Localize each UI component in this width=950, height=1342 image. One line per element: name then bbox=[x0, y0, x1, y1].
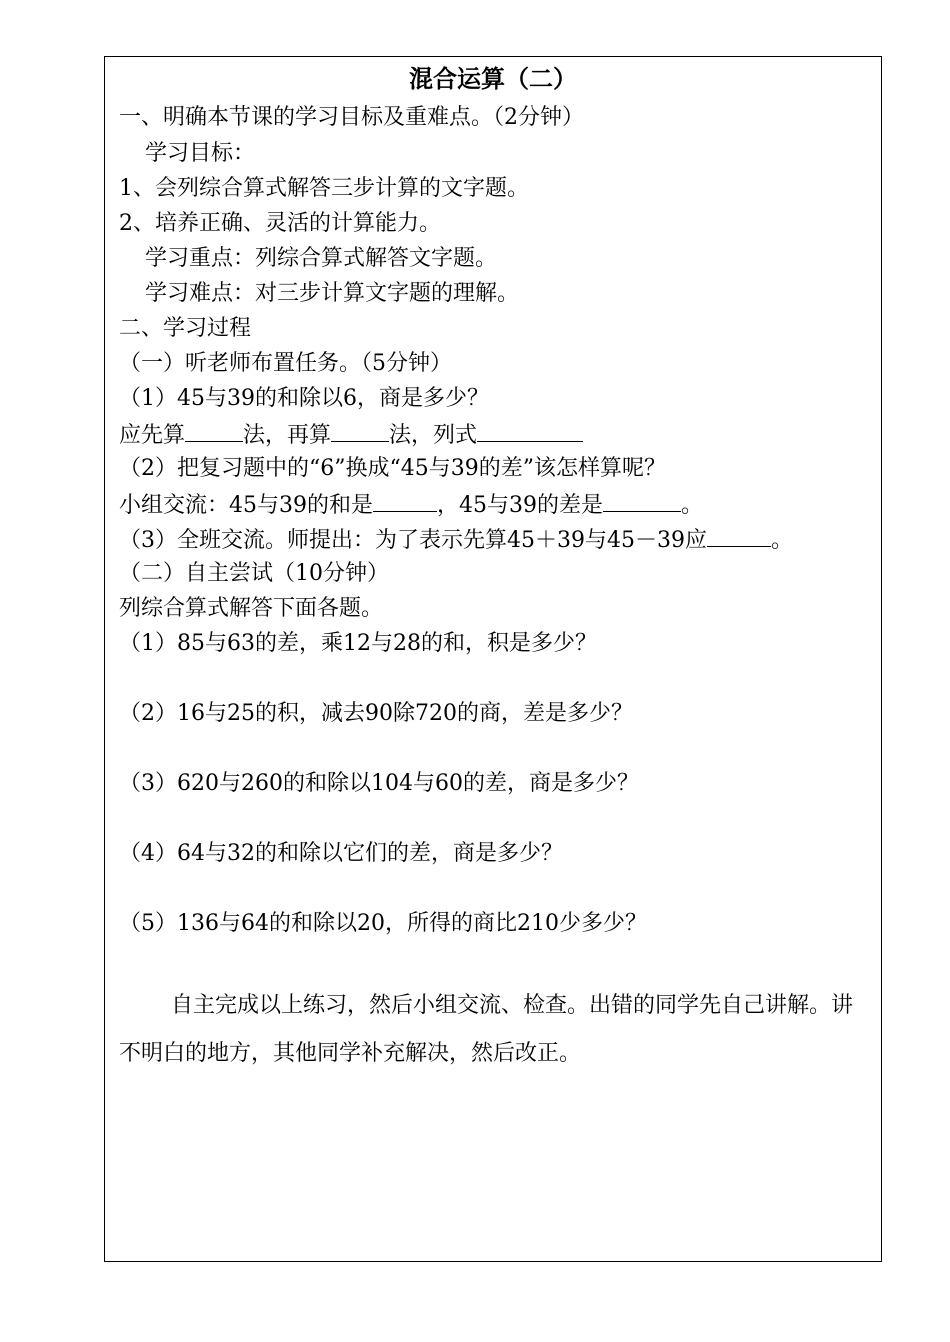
part2-heading: （二）自主尝试（10分钟） bbox=[119, 561, 389, 586]
problem-3: （3）620与260的和除以104与60的差，商是多少？ bbox=[119, 771, 639, 796]
question-1-fill bbox=[119, 419, 583, 451]
difficulty: 学习难点：对三步计算文字题的理解。 bbox=[145, 281, 520, 306]
question-3-fill bbox=[119, 524, 793, 556]
fill-text: 法，再算 bbox=[243, 423, 332, 448]
section2-heading: 二、学习过程 bbox=[119, 316, 252, 341]
answer-blank[interactable] bbox=[373, 489, 437, 512]
question-2-fill bbox=[119, 489, 703, 521]
fill-text: 。 bbox=[770, 528, 793, 553]
goal-2: 2、培养正确、灵活的计算能力。 bbox=[119, 211, 441, 236]
answer-blank[interactable] bbox=[603, 489, 681, 512]
fill-text: （3）全班交流。师提出：为了表示先算45＋39与45－39应 bbox=[119, 528, 707, 553]
question-1: （1）45与39的和除以6，商是多少？ bbox=[119, 386, 489, 411]
key-point: 学习重点：列综合算式解答文字题。 bbox=[145, 246, 498, 271]
answer-blank[interactable] bbox=[707, 524, 771, 547]
section1-heading: 一、明确本节课的学习目标及重难点。（2分钟） bbox=[119, 105, 584, 130]
closing-paragraph: 自主完成以上练习，然后小组交流、检查。出错的同学先自己讲解。讲不明白的地方，其他同学补充解决，然后改正。 bbox=[119, 993, 854, 1066]
part2-instruction: 列综合算式解答下面各题。 bbox=[119, 596, 384, 621]
goal-1: 1、会列综合算式解答三步计算的文字题。 bbox=[119, 176, 529, 201]
fill-text: 应先算 bbox=[119, 423, 186, 448]
answer-blank[interactable] bbox=[185, 419, 243, 442]
part1-heading: （一）听老师布置任务。（5分钟） bbox=[119, 351, 452, 376]
question-2: （2）把复习题中的“6”换成“45与39的差”该怎样算呢？ bbox=[119, 456, 666, 481]
problem-5: （5）136与64的和除以20，所得的商比210少多少？ bbox=[119, 911, 647, 936]
problem-2: （2）16与25的积，减去90除720的商，差是多少？ bbox=[119, 701, 633, 726]
problem-4: （4）64与32的和除以它们的差，商是多少？ bbox=[119, 841, 563, 866]
problem-1: （1）85与63的差，乘12与28的和，积是多少？ bbox=[119, 631, 597, 656]
answer-blank[interactable] bbox=[331, 419, 389, 442]
fill-text: 小组交流：45与39的和是 bbox=[119, 493, 373, 518]
fill-text: ，45与39的差是 bbox=[437, 493, 603, 518]
fill-text: 法，列式 bbox=[389, 423, 478, 448]
goals-label: 学习目标： bbox=[145, 141, 256, 166]
answer-blank[interactable] bbox=[477, 419, 583, 442]
fill-text: 。 bbox=[681, 493, 704, 518]
page-title: 混合运算（二） bbox=[409, 64, 577, 93]
